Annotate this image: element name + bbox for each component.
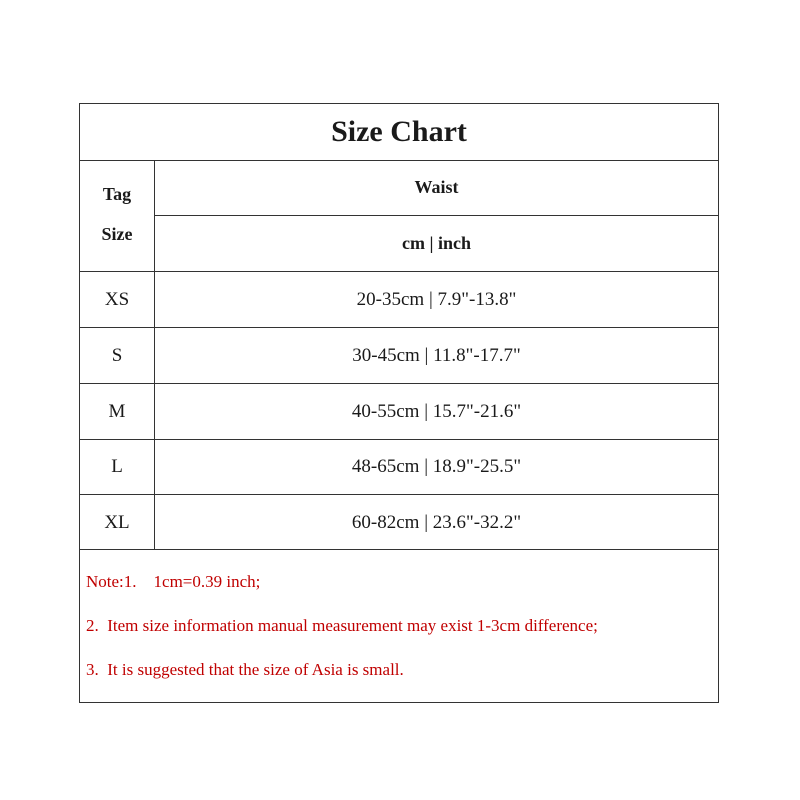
waist-value-cell: 20-35cm | 7.9"-13.8" xyxy=(356,288,517,310)
table-row xyxy=(80,384,718,440)
size-cell: L xyxy=(111,455,123,477)
table-row xyxy=(80,272,718,328)
waist-header: Waist xyxy=(155,160,718,216)
size-chart-table xyxy=(79,103,719,703)
tag-header-line1: Tag xyxy=(102,184,132,204)
waist-value-cell: 30-45cm | 11.8"-17.7" xyxy=(352,344,521,366)
notes-section xyxy=(80,550,718,702)
table-row xyxy=(80,439,718,495)
size-cell: S xyxy=(111,344,123,366)
note-line: 2. Item size information manual measurement may exist 1-3cm difference; xyxy=(86,616,598,635)
note-line: Note:1. 1cm=0.39 inch; xyxy=(86,572,261,591)
size-grid xyxy=(80,160,718,550)
tag-header-line2: Size xyxy=(101,224,133,244)
chart-title: Size Chart xyxy=(80,104,718,161)
waist-value-cell: 48-65cm | 18.9"-25.5" xyxy=(351,455,522,477)
waist-value-cell: 60-82cm | 23.6"-32.2" xyxy=(351,511,522,533)
table-row xyxy=(80,495,718,550)
table-row xyxy=(80,328,718,384)
waist-value-cell: 40-55cm | 15.7"-21.6" xyxy=(351,400,522,422)
size-cell: M xyxy=(108,400,126,422)
note-line: 3. It is suggested that the size of Asia is small. xyxy=(86,660,404,679)
tag-size-header xyxy=(80,160,154,272)
size-cell: XS xyxy=(104,288,130,310)
unit-header: cm | inch xyxy=(155,216,718,272)
size-cell: XL xyxy=(104,511,130,533)
